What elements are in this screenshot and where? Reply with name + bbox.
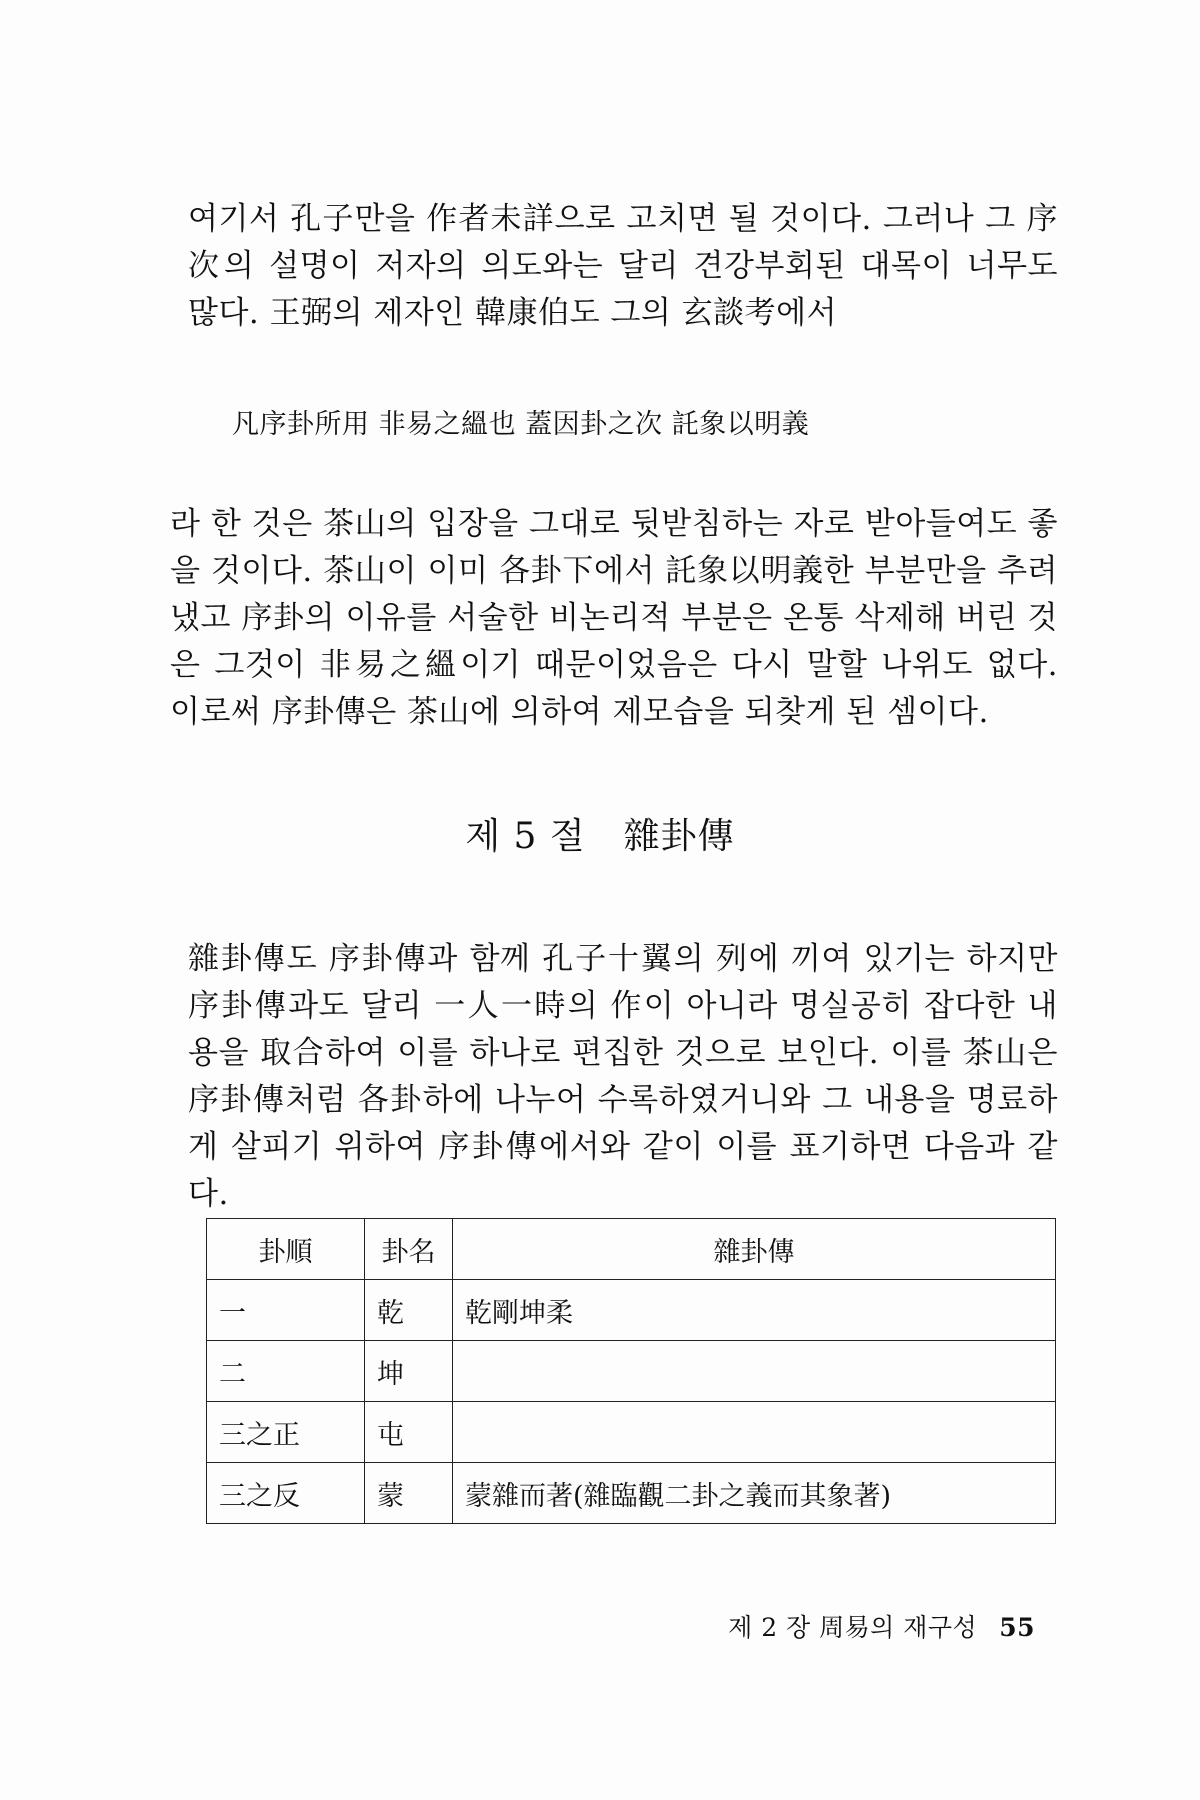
paragraph-section-body: 雜卦傳도 序卦傳과 함께 孔子十翼의 列에 끼여 있기는 하지만 序卦傳과도 달리 一人一時의 作이 아니라 명실공히 잡다한 내용을 取合하여 이를 하나로 편집한 것으로 보인다. 이를 茶山은 序卦傳처럼 各卦하에 나누어 수록하였거니와 그 내용을 명료하게 살피기 위하여 序卦傳에서와 같이 이를 표기하면 다음과 같다.	[188, 941, 1058, 1212]
cell-order: 三之反	[207, 1463, 365, 1524]
cell-name: 乾	[365, 1280, 453, 1341]
table-row	[207, 1280, 1056, 1341]
section-title: 雜卦傳	[623, 816, 735, 857]
page-number: 55	[999, 1613, 1035, 1642]
table-row	[207, 1402, 1056, 1463]
cell-order: 二	[207, 1341, 365, 1402]
paragraph-intro: 여기서 孔子만을 作者未詳으로 고치면 될 것이다. 그러나 그 序次의 설명이 저자의 의도와는 달리 견강부회된 대목이 너무도 많다. 王弼의 제자인 韓康伯도 그의 玄談考에서	[188, 201, 1058, 331]
cell-order: 三之正	[207, 1402, 365, 1463]
table-row	[207, 1341, 1056, 1402]
table-header-row	[207, 1219, 1056, 1280]
header-zagua: 雜卦傳	[453, 1219, 1056, 1280]
running-footer-chapter: 제 2 장 周易의 재구성	[728, 1613, 978, 1642]
cell-name: 坤	[365, 1341, 453, 1402]
section-heading	[0, 812, 1200, 862]
quotation: 凡序卦所用 非易之縕也 蓋因卦之次 託象以明義	[232, 409, 810, 440]
hexagram-table	[206, 1218, 1056, 1524]
cell-order: 一	[207, 1280, 365, 1341]
table-row	[207, 1463, 1056, 1524]
cell-name: 蒙	[365, 1463, 453, 1524]
cell-text: 乾剛坤柔	[453, 1280, 1056, 1341]
section-number: 제 5 절	[465, 816, 586, 857]
cell-name: 屯	[365, 1402, 453, 1463]
page-footer	[728, 1610, 1035, 1646]
cell-text	[453, 1341, 1056, 1402]
cell-text: 蒙雜而著(雜臨觀二卦之義而其象著)	[453, 1463, 1056, 1524]
header-order: 卦順	[207, 1219, 365, 1280]
header-name: 卦名	[365, 1219, 453, 1280]
cell-text	[453, 1402, 1056, 1463]
paragraph-commentary: 라 한 것은 茶山의 입장을 그대로 뒷받침하는 자로 받아들여도 좋을 것이다. 茶山이 이미 各卦下에서 託象以明義한 부분만을 추려냈고 序卦의 이유를 서술한 비논리적 부분은 온통 삭제해 버린 것은 그것이 非易之縕이기 때문이었음은 다시 말할 나위도 없다. 이로써 序卦傳은 茶山에 의하여 제모습을 되찾게 된 셈이다.	[170, 506, 1058, 730]
